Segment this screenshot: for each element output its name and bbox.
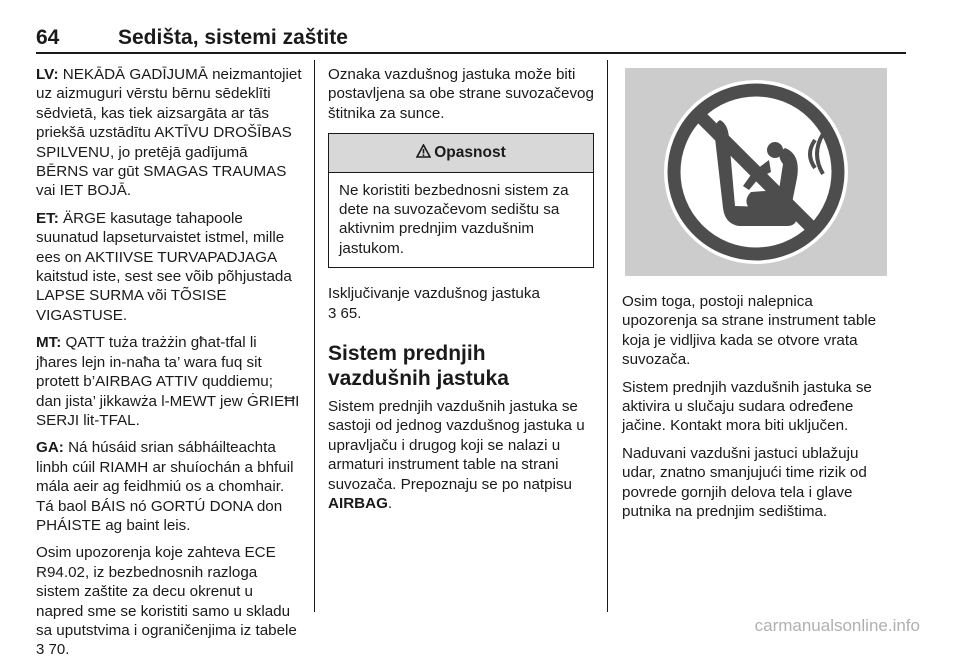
watermark: carmanualsonline.info — [754, 616, 920, 635]
section-body: Sistem prednjih vazdušnih jastuka se sastoji od jednog vazdušnog jastuka u upravljaču i drugog koji se nalazi u armaturi instrument table na strani suvozača. Prepoznaju se po natpisu AIRBAG. — [328, 398, 585, 513]
page-reference[interactable]: 3 70. — [36, 641, 70, 659]
page-header — [36, 26, 906, 54]
danger-title: Opasnost — [434, 144, 506, 162]
column-3 — [622, 292, 888, 529]
column-1 — [36, 65, 302, 668]
chapter-title: Sedišta, sistemi zaštite — [118, 26, 348, 49]
warning-paragraph-mt: MT: QATT tuża trażżin għat-tfal li jħares lejn in-naħa ta’ wara fuq sit protett b’AIRBAG ATTIV quddiemu; dan jista’ jikkawża l-MEWT jew ĠRIEĦI SERJI lit-TFAL. — [36, 334, 300, 429]
warning-triangle-icon — [416, 144, 431, 158]
warning-paragraph-et: ET: ÄRGE kasutage tahapoole suunatud lapseturvaistet istmel, mille ees on AKTIIVSE TURVAPADJAGA kaitstud iste, sest see võib põhjustada LAPSE SURMA või TÕSISE VIGASTUSE. — [36, 209, 292, 324]
no-rear-facing-child-seat-icon — [625, 68, 887, 276]
deactivation-paragraph: Isključivanje vazdušnog jastuka 3 65. — [328, 285, 540, 322]
page-reference[interactable]: 3 65. — [328, 304, 362, 322]
ece-paragraph: Osim upozorenja koje zahteva ECE R94.02, iz bezbednosnih razloga sistem zaštite za decu okrenut u napred sme se koristiti samo u skladu sa uputstvima i ograničenjima iz tabele 3 70. — [36, 544, 297, 659]
danger-text: Ne koristiti bezbednosni sistem za dete na suvozačevom sedištu sa aktivnim prednjim vazdušnim jastukom. — [339, 181, 569, 257]
activation-paragraph: Sistem prednjih vazdušnih jastuka se aktivira u slučaju sudara određene jačine. Kontakt mora biti uključen. — [622, 378, 872, 435]
danger-box-header — [329, 134, 593, 172]
warning-paragraph-ga: GA: Ná húsáid srian sábháilteachta linbh cúil RIAMH ar shuíochán a bhfuil mála aeir ag feidhmiú os a chomhair. Tá baol BÁIS nó GORTÚ DONA don PHÁISTE ag baint leis. — [36, 439, 294, 534]
danger-box — [328, 133, 594, 268]
page-number: 64 — [36, 26, 60, 49]
intro-paragraph: Oznaka vazdušnog jastuka može biti postavljena sa obe strane suvozačevog štitnika za sunce. — [328, 66, 594, 122]
column-divider — [607, 60, 608, 612]
section-heading: Sistem prednjih vazdušnih jastuka — [328, 342, 509, 391]
label-paragraph: Osim toga, postoji nalepnica upozorenja sa strane instrument table koja je vidljiva kada se otvore vrata suvozača. — [622, 293, 877, 369]
airbag-label: AIRBAG — [328, 495, 388, 513]
column-divider — [314, 60, 315, 612]
warning-paragraph-lv: LV: NEKĀDĀ GADĪJUMĀ neizmantojiet uz aizmuguri vērstu bērnu sēdeklīti sēdvietā, kas tiek aizsargāta ar tās priekšā uzstādītu AKTĪVU DROŠĪBAS SPILVENU, jo pretējā gadījumā BĒRNS var gūt SMAGAS TRAUMAS vai IET BOJĀ. — [36, 66, 302, 200]
protection-paragraph: Naduvani vazdušni jastuci ublažuju udar, znatno smanjujući time rizik od povrede gornjih delova tela i glave putnika na prednjim sedištima. — [622, 444, 867, 521]
column-2 — [328, 65, 594, 522]
